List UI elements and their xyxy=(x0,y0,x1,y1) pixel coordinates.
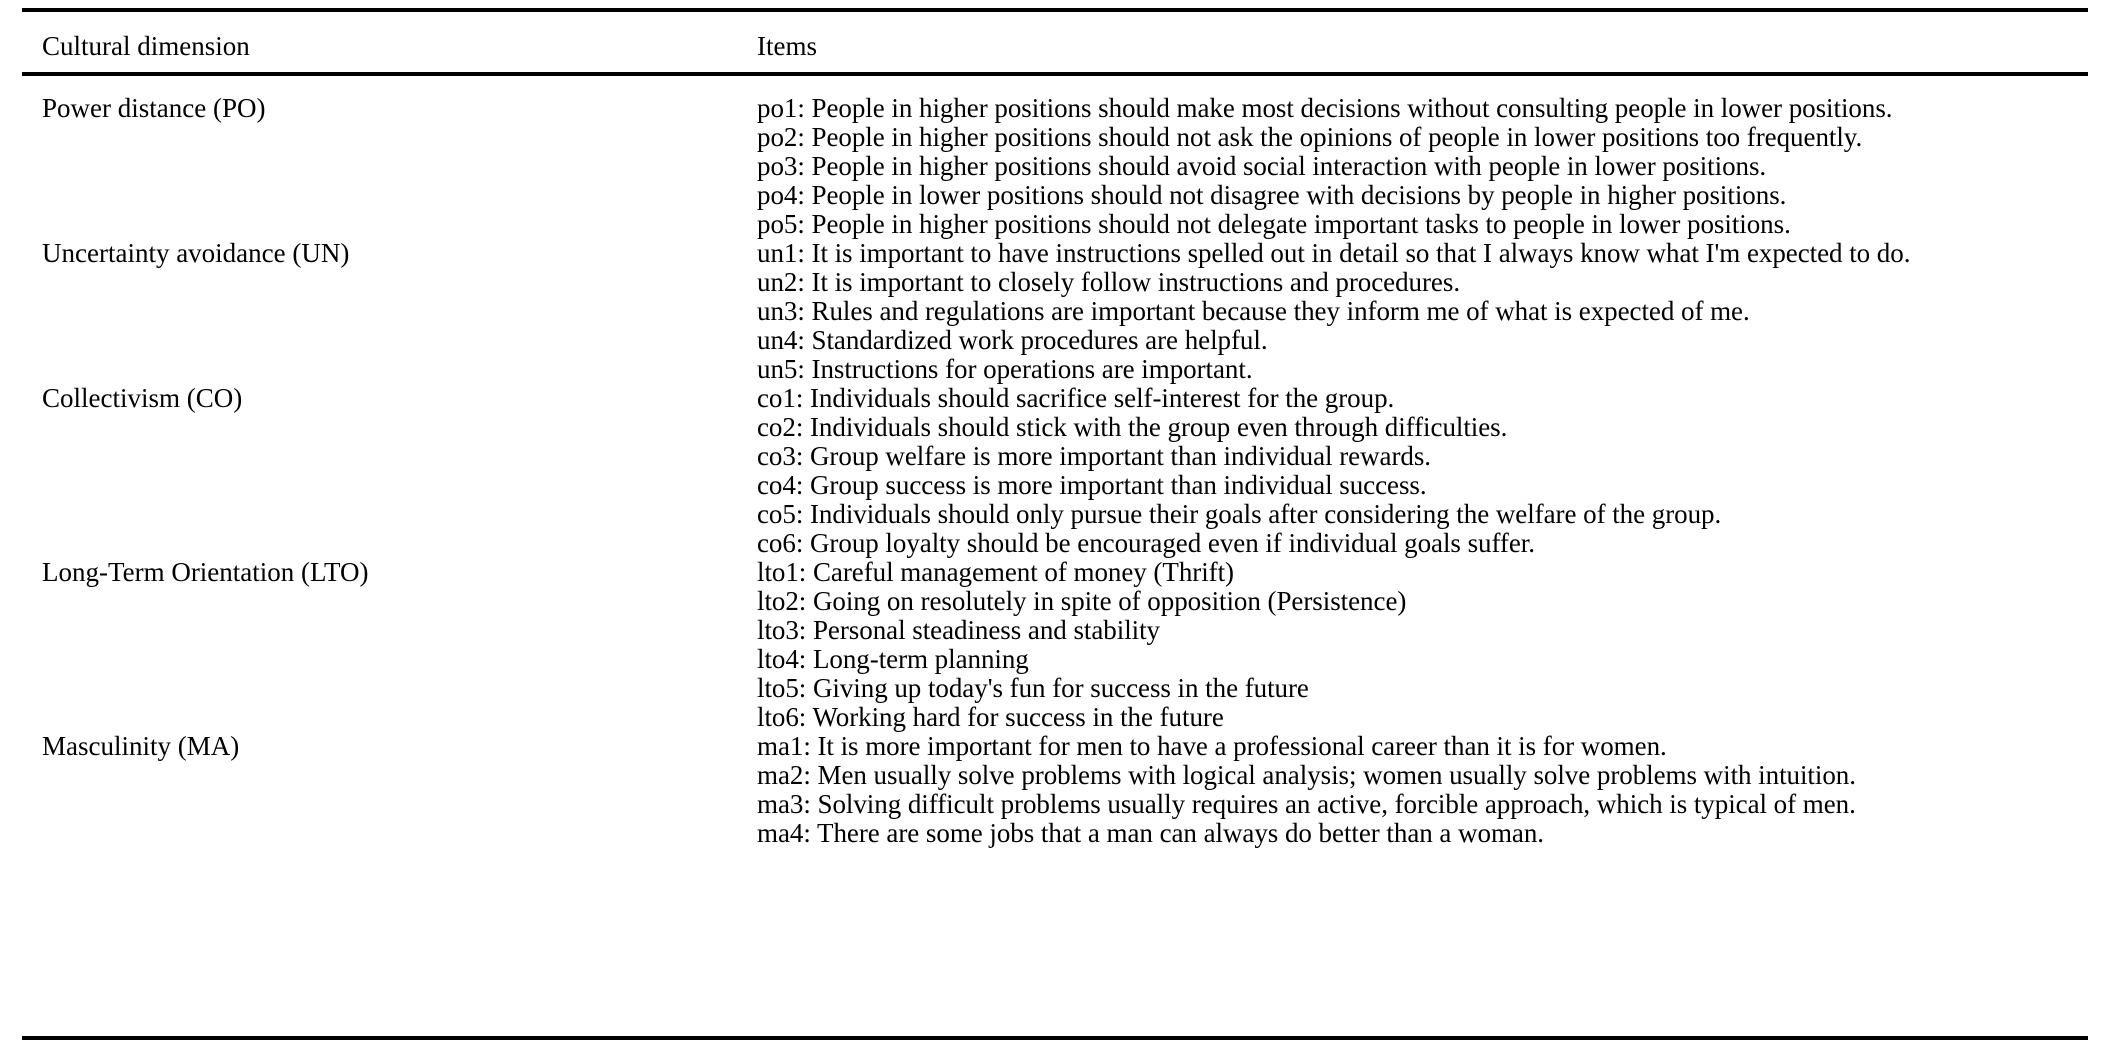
item-line: un1: It is important to have instructions spelled out in detail so that I always know what I'm expected to do. xyxy=(757,238,1911,268)
table-bottom-rule xyxy=(22,1036,2088,1040)
column-header-cultural-dimension: Cultural dimension xyxy=(42,31,250,61)
table-body xyxy=(0,94,2113,848)
item-line: un2: It is important to closely follow instructions and procedures. xyxy=(757,267,1461,297)
table-header-row xyxy=(0,26,2113,66)
item-line: lto1: Careful management of money (Thrift) xyxy=(757,557,1234,587)
item-line: lto3: Personal steadiness and stability xyxy=(757,615,1160,645)
item-line: co2: Individuals should stick with the group even through difficulties. xyxy=(757,412,1508,442)
item-list xyxy=(757,94,2113,239)
table-row xyxy=(0,558,2113,732)
item-line: po1: People in higher positions should make most decisions without consulting people in lower positions. xyxy=(757,93,1893,123)
table-row xyxy=(0,239,2113,384)
table-row xyxy=(0,94,2113,239)
item-line: ma4: There are some jobs that a man can always do better than a woman. xyxy=(757,818,1544,848)
item-line: co3: Group welfare is more important than individual rewards. xyxy=(757,441,1432,471)
item-line: po2: People in higher positions should not ask the opinions of people in lower positions too frequently. xyxy=(757,122,1863,152)
dimension-label: Masculinity (MA) xyxy=(42,731,240,761)
table-header-rule xyxy=(22,72,2088,76)
table-row xyxy=(0,384,2113,558)
item-line: po3: People in higher positions should avoid social interaction with people in lower positions. xyxy=(757,151,1767,181)
item-line: po5: People in higher positions should not delegate important tasks to people in lower positions. xyxy=(757,209,1791,239)
item-line: po4: People in lower positions should not disagree with decisions by people in higher positions. xyxy=(757,180,1787,210)
item-line: un5: Instructions for operations are important. xyxy=(757,354,1253,384)
table-row xyxy=(0,732,2113,848)
item-line: lto6: Working hard for success in the future xyxy=(757,702,1224,732)
item-line: lto4: Long-term planning xyxy=(757,644,1029,674)
item-line: co1: Individuals should sacrifice self-interest for the group. xyxy=(757,383,1395,413)
dimension-label: Power distance (PO) xyxy=(42,93,266,123)
column-header-items: Items xyxy=(757,31,817,61)
item-list xyxy=(757,732,2113,848)
item-list xyxy=(757,558,2113,732)
item-line: ma2: Men usually solve problems with logical analysis; women usually solve problems with intuition. xyxy=(757,760,1856,790)
item-line: co4: Group success is more important than individual success. xyxy=(757,470,1427,500)
item-list xyxy=(757,384,2113,558)
item-line: co5: Individuals should only pursue their goals after considering the welfare of the group. xyxy=(757,499,1722,529)
table-top-rule xyxy=(22,8,2088,12)
item-line: lto2: Going on resolutely in spite of opposition (Persistence) xyxy=(757,586,1407,616)
item-line: co6: Group loyalty should be encouraged even if individual goals suffer. xyxy=(757,528,1535,558)
item-line: un4: Standardized work procedures are helpful. xyxy=(757,325,1268,355)
item-line: lto5: Giving up today's fun for success in the future xyxy=(757,673,1309,703)
item-line: ma1: It is more important for men to have a professional career than it is for women. xyxy=(757,731,1667,761)
item-list xyxy=(757,239,2113,384)
item-line: ma3: Solving difficult problems usually requires an active, forcible approach, which is typical of men. xyxy=(757,789,1856,819)
item-line: un3: Rules and regulations are important because they inform me of what is expected of me. xyxy=(757,296,1750,326)
dimension-label: Long-Term Orientation (LTO) xyxy=(42,557,369,587)
dimension-label: Collectivism (CO) xyxy=(42,383,243,413)
dimension-label: Uncertainty avoidance (UN) xyxy=(42,238,350,268)
